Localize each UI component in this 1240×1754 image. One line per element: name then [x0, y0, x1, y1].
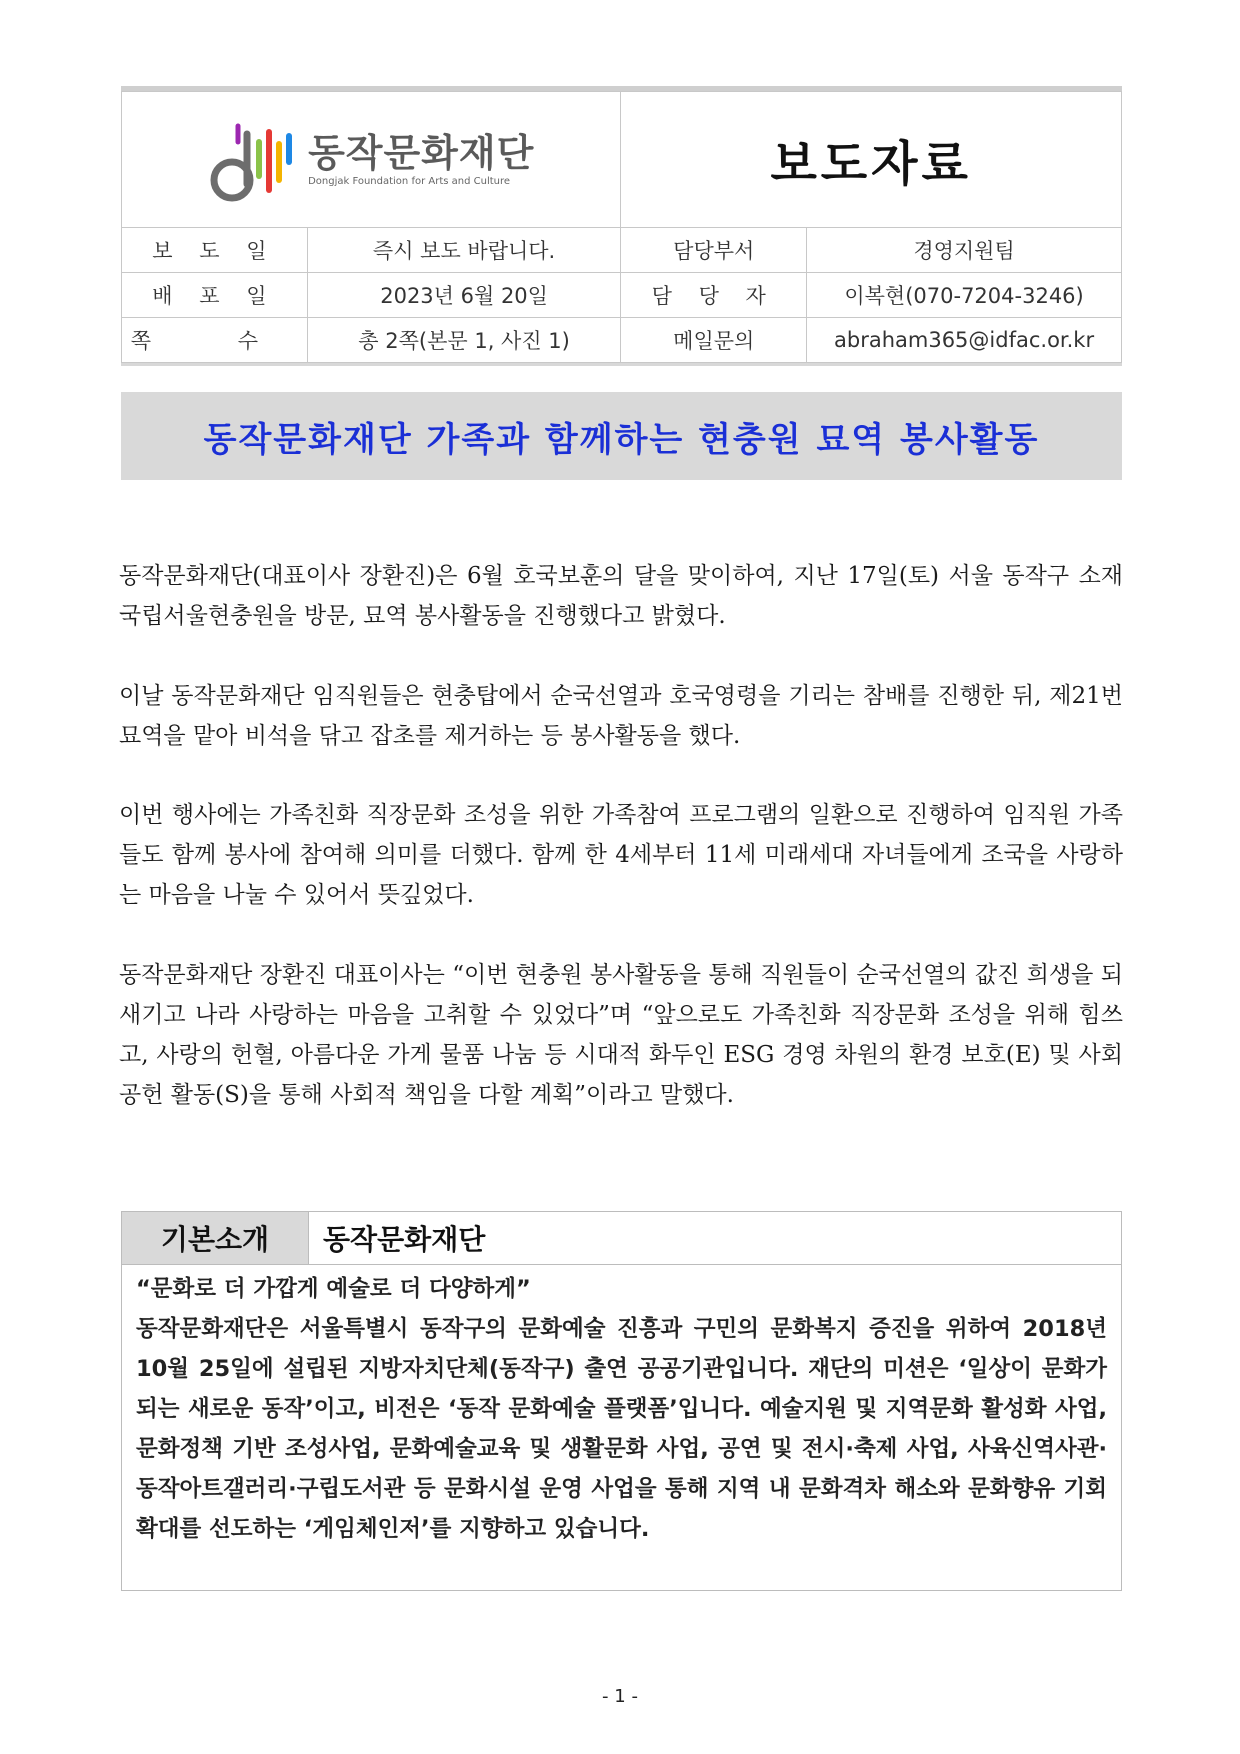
intro-text: 동작문화재단은 서울특별시 동작구의 문화예술 진흥과 구민의 문화복지 증진을 위하여 2018년 10월 25일에 설립된 지방자치단체(동작구) 출연 공공기관입니다. 재단의 미션은 ‘일상이 문화가 되는 새로운 동작’이고, 비전은 ‘동작 문화예술 플랫폼’입니다. 예술지원 및 지역문화 활성화 사업, 문화정책 기반 조성사업, 문화예술교육 및 생활문화 사업, 공연 및 전시·축제 사업, 사육신역사관·동작아트갤러리·구립도서관 등 문화시설 운영 사업을 통해 지역 내 문화격차 해소와 문화향유 기회 확대를 선도하는 ‘게임체인저’를 지향하고 있습니다. — [136, 1316, 1107, 1542]
department-label: 담당부서 — [621, 228, 807, 273]
header-table — [121, 91, 1122, 363]
org-name-en: Dongjak Foundation for Arts and Culture — [308, 176, 511, 187]
intro-header — [122, 1212, 1121, 1265]
info-row — [122, 318, 1122, 363]
org-name: 동작문화재단 — [308, 131, 535, 175]
logo-mark-icon — [208, 114, 296, 206]
info-row — [122, 228, 1122, 273]
page-count-value: 총 2쪽(본문 1, 사진 1) — [307, 318, 621, 363]
doc-type-cell — [621, 92, 1122, 228]
release-date-value: 즉시 보도 바랍니다. — [307, 228, 621, 273]
paragraph-2: 이날 동작문화재단 임직원들은 현충탑에서 순국선열과 호국영령을 기리는 참배를 진행한 뒤, 제21번 묘역을 맡아 비석을 닦고 잡초를 제거하는 등 봉사활동을 했다. — [119, 683, 1123, 749]
intro-body — [122, 1265, 1121, 1549]
department-value: 경영지원팀 — [807, 228, 1122, 273]
email-label: 메일문의 — [621, 318, 807, 363]
distribution-date-value: 2023년 6월 20일 — [307, 273, 621, 318]
page-number: - 1 - — [602, 1686, 638, 1707]
info-row — [122, 273, 1122, 318]
page-count-label: 쪽 수 — [122, 318, 308, 363]
paragraph-4: 동작문화재단 장환진 대표이사는 “이번 현충원 봉사활동을 통해 직원들이 순국선열의 값진 희생을 되새기고 나라 사랑하는 마음을 고취할 수 있었다”며 “앞으로도 가족친화 직장문화 조성을 위해 힘쓰고, 사랑의 헌혈, 아름다운 가게 물품 나눔 등 시대적 화두인 ESG 경영 차원의 환경 보호(E) 및 사회공헌 활동(S)을 통해 사회적 책임을 다할 계획”이라고 말했다. — [119, 962, 1123, 1108]
press-release-title: 동작문화재단 가족과 함께하는 현충원 묘역 봉사활동 — [121, 392, 1122, 480]
intro-slogan: “문화로 더 가깝게 예술로 더 다양하게” — [136, 1276, 531, 1302]
release-date-label: 보 도 일 — [122, 228, 308, 273]
paragraph-1: 동작문화재단(대표이사 장환진)은 6월 호국보훈의 달을 맞이하여, 지난 17일(토) 서울 동작구 소재 국립서울현충원을 방문, 묘역 봉사활동을 진행했다고 밝혔다. — [119, 563, 1123, 629]
contact-person-label: 담 당 자 — [621, 273, 807, 318]
email-value[interactable]: abraham365@idfac.or.kr — [807, 318, 1122, 363]
intro-box — [121, 1211, 1122, 1591]
paragraph-3: 이번 행사에는 가족친화 직장문화 조성을 위한 가족참여 프로그램의 일환으로 진행하여 임직원 가족들도 함께 봉사에 참여해 의미를 더했다. 함께 한 4세부터 11세 미래세대 자녀들에게 조국을 사랑하는 마음을 나눌 수 있어서 뜻깊었다. — [119, 802, 1123, 908]
doc-type: 보도자료 — [770, 136, 972, 192]
logo-cell — [122, 92, 621, 228]
distribution-date-label: 배 포 일 — [122, 273, 308, 318]
intro-tag: 기본소개 — [122, 1212, 309, 1264]
intro-org-name: 동작문화재단 — [323, 1223, 486, 1256]
org-logo — [122, 114, 620, 206]
contact-person-value: 이복현(070-7204-3246) — [807, 273, 1122, 318]
